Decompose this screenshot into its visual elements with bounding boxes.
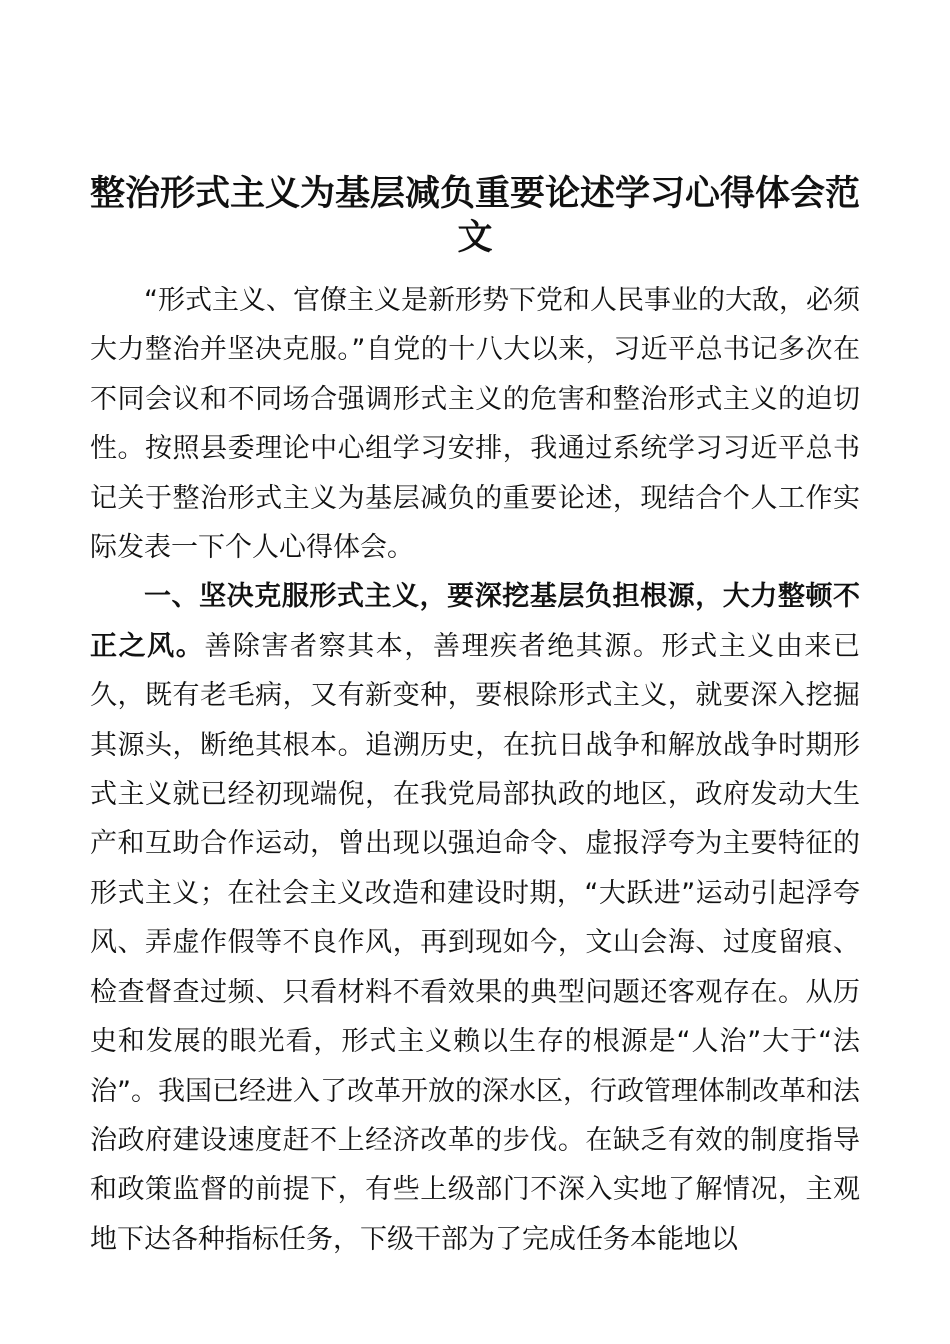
document-body [90,276,860,1264]
section-1-text: 善除害者察其本，善理疾者绝其源。形式主义由来已久，既有老毛病，又有新变种，要根除形式主义，就要深入挖掘其源头，断绝其根本。追溯历史，在抗日战争和解放战争时期形式主义就已经初现端倪，在我党局部执政的地区，政府发动大生产和互助合作运动，曾出现以强迫命令、虚报浮夸为主要特征的形式主义；在社会主义改造和建设时期，“大跃进”运动引起浮夸风、弄虚作假等不良作风，再到现如今，文山会海、过度留痕、检查督查过频、只看材料不看效果的典型问题还客观存在。从历史和发展的眼光看，形式主义赖以生存的根源是“人治”大于“法治”。我国已经进入了改革开放的深水区，行政管理体制改革和法治政府建设速度赶不上经济改革的步伐。在缺乏有效的制度指导和政策监督的前提下，有些上级部门不深入实地了解情况，主观地下达各种指标任务，下级干部为了完成任务本能地以 [90,630,861,1255]
section-1-heading: 一、坚决克服形式主义，要深挖基层负担根源，大力整顿不正之风。 [90,581,860,662]
paragraph-section-1 [90,572,860,1264]
document-title: 整治形式主义为基层减负重要论述学习心得体会范文 [90,174,861,258]
paragraph-intro-text: “形式主义、官僚主义是新形势下党和人民事业的大敌，必须大力整治并坚决克服。”自党的十八大以来，习近平总书记多次在不同会议和不同场合强调形式主义的危害和整治形式主义的迫切性。按照县委理论中心组学习安排，我通过系统学习习近平总书记关于整治形式主义为基层减负的重要论述，现结合个人工作实际发表一下个人心得体会。 [90,285,860,564]
paragraph-intro [90,276,860,572]
